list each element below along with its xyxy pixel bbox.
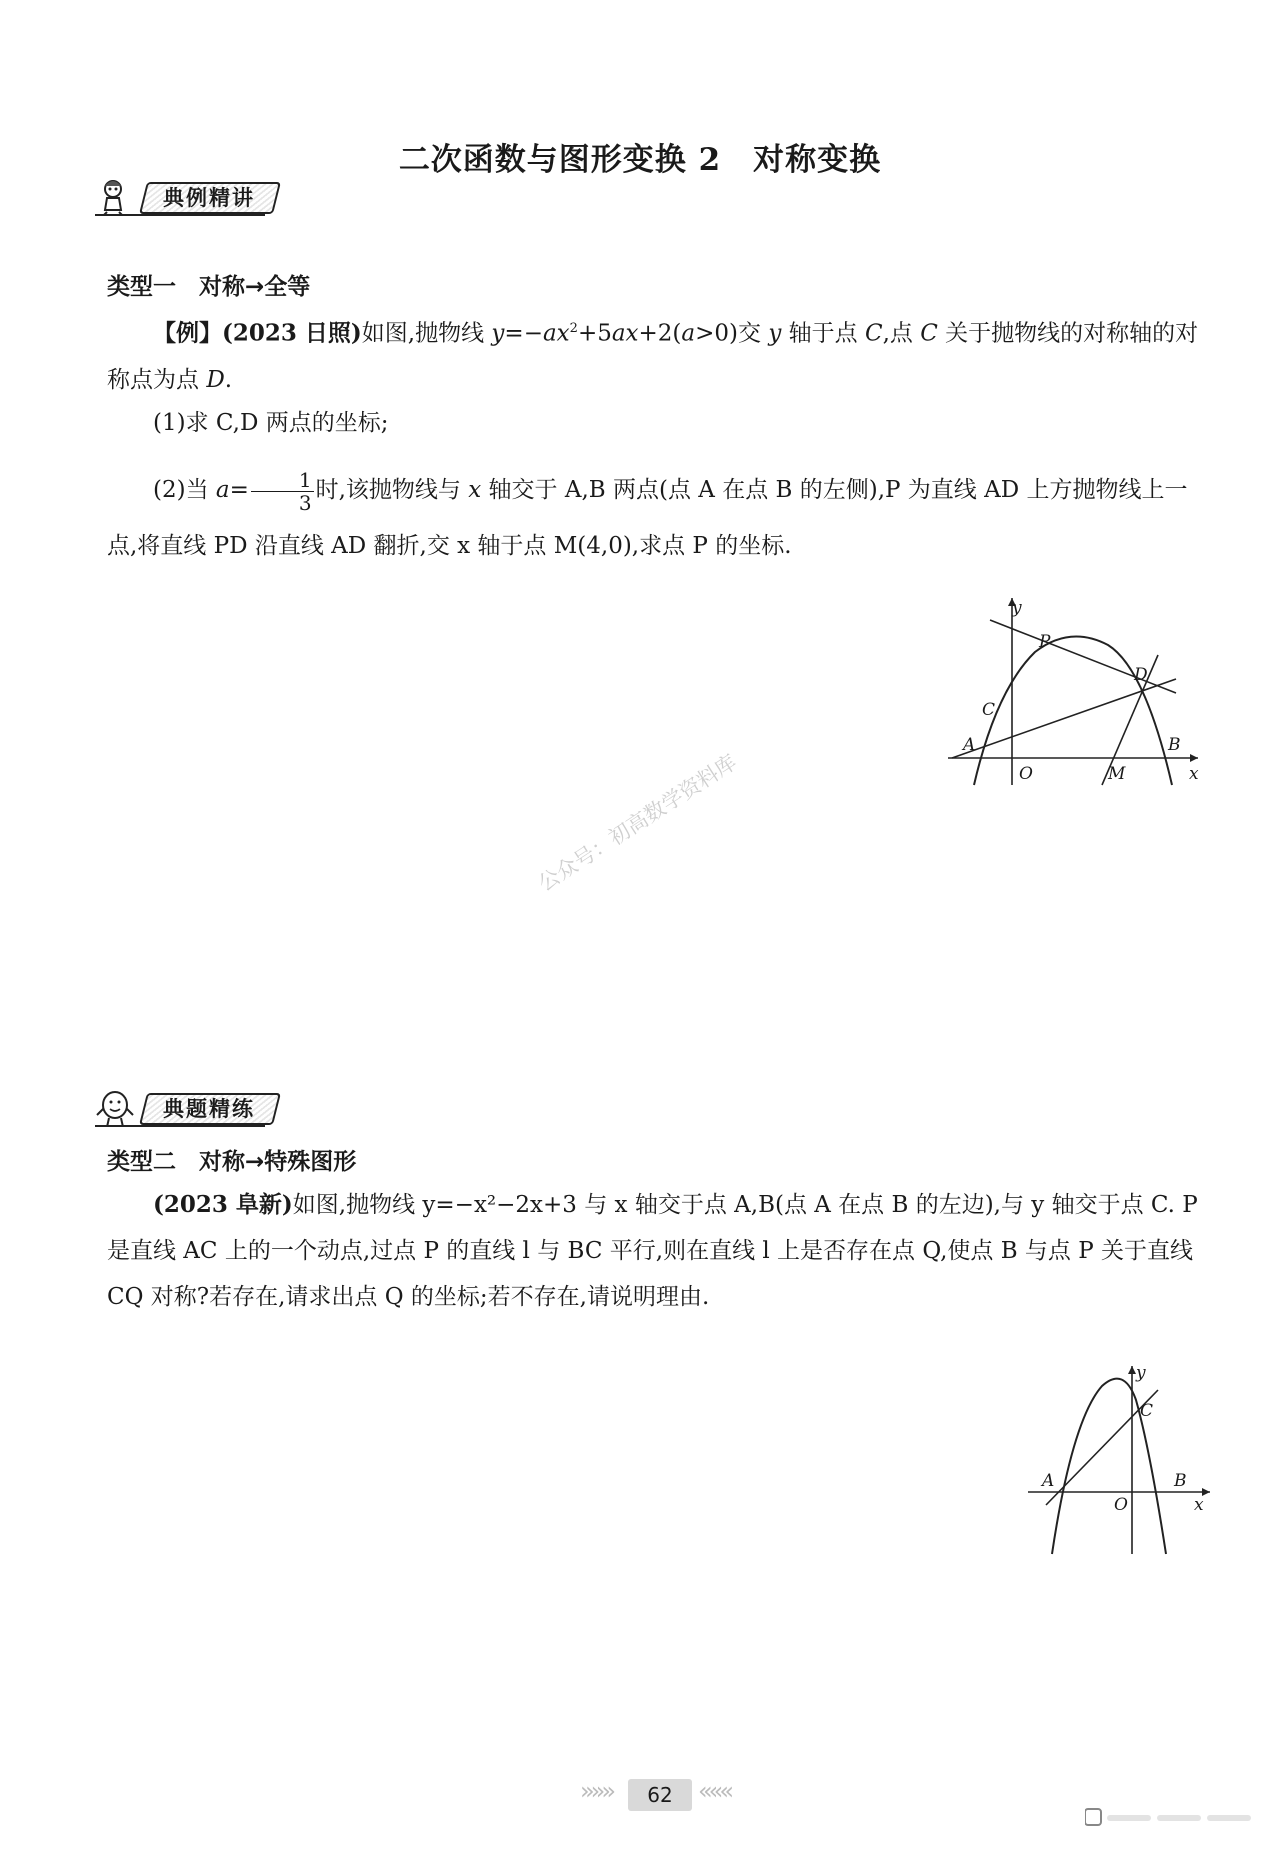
line-PD (990, 620, 1176, 693)
problem-source: (2023 阜新) (153, 1191, 293, 1218)
label-x: x (1189, 764, 1199, 784)
type-heading-2: 类型二 对称→特殊图形 (107, 1149, 357, 1175)
label-C: C (1140, 1401, 1154, 1421)
cartoon-figure-icon (95, 1087, 135, 1127)
label-B: B (1174, 1471, 1187, 1491)
label-M: M (1108, 764, 1126, 784)
figure-2 (1020, 1360, 1220, 1560)
question-1: (1)求 C,D 两点的坐标; (153, 410, 389, 436)
badge-label: 典题精练 (163, 1097, 255, 1121)
parabola (974, 636, 1172, 785)
label-y: y (1012, 598, 1022, 618)
fraction-one-third: $\frac{1}{3}$ (251, 469, 314, 514)
page-number: 62 (628, 1779, 692, 1811)
problem-text: (2023 阜新)如图,抛物线 y=−x²−2x+3 与 x 轴交于点 A,B(点 A 在点 B 的左边),与 y 轴交于点 C. P 是直线 AC 上的一个动点,过点 P 的直线 l 与 BC 平行,则在直线 l 上是否存在点 Q,使点 B 与点 P 关于直线 CQ 对称?若存在,请求出点 Q 的坐标;若不存在,请说明理由. (107, 1191, 1198, 1310)
watermark: 公众号：初高数学资料库 (534, 749, 741, 896)
section-badge-examples (95, 176, 295, 216)
page-title: 二次函数与图形变换 2 对称变换 (398, 142, 882, 178)
example-source: (2023 日照) (222, 319, 362, 347)
left-arrows-icon: »»» (580, 1777, 613, 1805)
label-x: x (1194, 1495, 1204, 1515)
label-O: O (1114, 1495, 1128, 1515)
figure-1 (940, 590, 1210, 790)
badge-label: 典例精讲 (163, 186, 255, 210)
label-O: O (1019, 764, 1033, 784)
right-arrows-icon: ««« (698, 1777, 731, 1805)
label-A: A (1042, 1471, 1055, 1491)
placeholder-bars-icon (1085, 1805, 1275, 1829)
cartoon-figure-icon (95, 176, 135, 216)
label-y: y (1136, 1363, 1146, 1383)
type-heading-1: 类型一 对称→全等 (107, 274, 311, 300)
section-badge-practice (95, 1087, 295, 1127)
label-P: P (1039, 632, 1051, 652)
question-2: (2)当 a= $\frac{1}{3}$ 时,该抛物线与 x 轴交于 A,B 两点(点 A 在点 B 的左侧),P 为直线 AD 上方抛物线上一点,将直线 PD 沿直线 AD 翻折,交 x 轴于点 M(4,0),求点 P 的坐标. (107, 467, 1188, 559)
label-C: C (982, 700, 996, 720)
label-A: A (963, 735, 976, 755)
example-tag: 【例】 (153, 319, 222, 347)
label-B: B (1168, 735, 1181, 755)
page-number-badge (580, 1775, 740, 1815)
label-D: D (1134, 665, 1148, 685)
example-text: 【例】(2023 日照)如图,抛物线 $y=-ax^2+5ax+2(a>0)$交 y 轴于点 C,点 C 关于抛物线的对称轴的对称点为点 D. (107, 319, 1199, 393)
